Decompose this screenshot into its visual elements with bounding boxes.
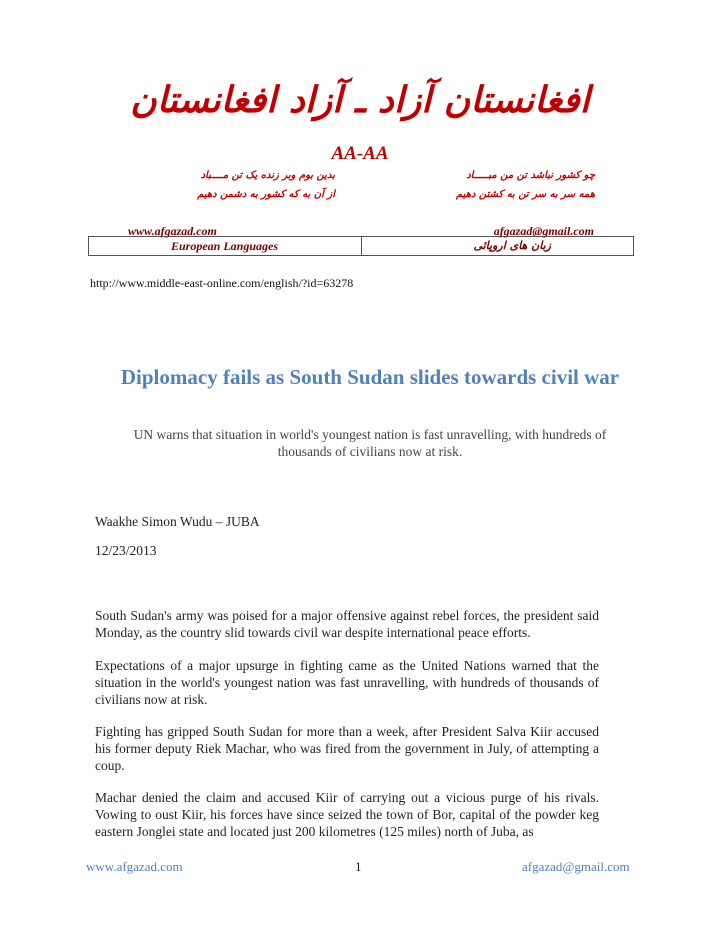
page-number: 1	[355, 859, 362, 874]
article-paragraph: South Sudan's army was poised for a major offensive against rebel forces, the president said Monday, as the country slid towards civil war despite international peace efforts.	[95, 608, 599, 640]
site-subtitle: AA-AA	[331, 143, 389, 164]
persian-languages-link[interactable]: زبان های اروپائی	[473, 239, 551, 252]
header-email-link[interactable]: afgazad@gmail.com	[493, 224, 594, 238]
article-title: Diplomacy fails as South Sudan slides towards civil war	[120, 365, 620, 389]
poem-line-right-2: همه سر به سر تن به کشتن دهیم	[456, 189, 595, 200]
language-table	[88, 236, 634, 256]
poem-line-left-1: بدین بوم وبر زنده یک تن مــــباد	[200, 170, 335, 181]
poem-line-right-1: چو کشور نباشد تن من مبـــــاد	[466, 170, 595, 181]
article-byline: Waakhe Simon Wudu – JUBA	[95, 514, 260, 529]
source-url-link[interactable]: http://www.middle-east-online.com/english/?id=63278	[90, 276, 354, 290]
footer-website-link[interactable]: www.afgazad.com	[86, 859, 183, 874]
footer-email-link[interactable]: afgazad@gmail.com	[522, 859, 630, 874]
article-subtitle: UN warns that situation in world's youngest nation is fast unravelling, with hundreds of thousands of civilians now at risk.	[133, 427, 607, 459]
article-paragraph: Expectations of a major upsurge in fighting came as the United Nations warned that the situation in the world's youngest nation was fast unravelling, with hundreds of thousands of civilians now at risk.	[95, 658, 599, 707]
site-title: افغانستان آزاد ـ آزاد افغانستان	[130, 80, 590, 121]
header-website-link[interactable]: www.afgazad.com	[128, 224, 217, 238]
poem-line-left-2: از آن به که کشور به دشمن دهیم	[197, 189, 335, 200]
european-languages-link[interactable]: European Languages	[89, 237, 362, 255]
article-paragraph: Fighting has gripped South Sudan for more than a week, after President Salva Kiir accused his former deputy Riek Machar, who was fired from the government in July, of attempting a coup.	[95, 724, 599, 773]
article-paragraph: Machar denied the claim and accused Kiir of carrying out a vicious purge of his rivals. Vowing to oust Kiir, his forces have since seized the town of Bor, capital of the powder keg eastern Jonglei state and located just 200 kilometres (125 miles) north of Juba, as	[95, 790, 599, 839]
article-date: 12/23/2013	[95, 543, 157, 558]
